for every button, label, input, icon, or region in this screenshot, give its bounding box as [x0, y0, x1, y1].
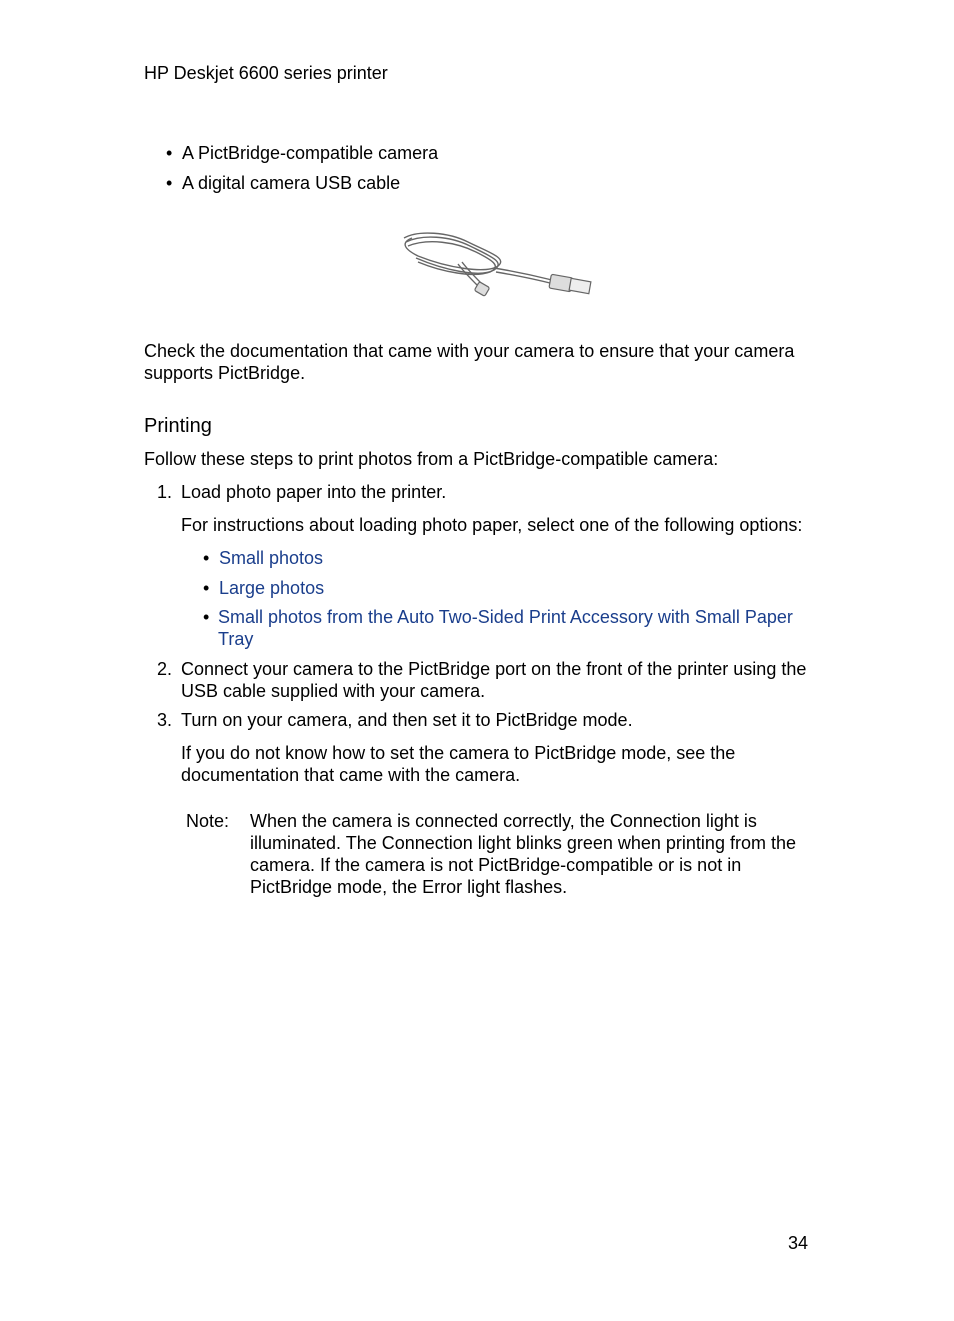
- step-number: 2.: [157, 659, 173, 679]
- compatibility-note: Check the documentation that came with your camera to ensure that your camera supports PictBridge.: [144, 341, 795, 383]
- link-item: [203, 606, 813, 650]
- note-label: Note:: [186, 811, 230, 831]
- bullet-icon: •: [203, 607, 210, 627]
- step-subtext: For instructions about loading photo paper, select one of the following options:: [181, 515, 803, 535]
- step-number: 3.: [157, 710, 173, 730]
- step-number: 1.: [157, 482, 173, 502]
- small-photos-link[interactable]: Small photos: [219, 548, 324, 568]
- link-item: [203, 577, 324, 599]
- list-item: • A PictBridge-compatible camera: [166, 143, 439, 163]
- step-text: Load photo paper into the printer.: [181, 482, 447, 502]
- bullet-icon: •: [166, 173, 173, 193]
- usb-cable-illustration: [398, 228, 594, 300]
- intro-paragraph: Follow these steps to print photos from a PictBridge-compatible camera:: [144, 449, 719, 469]
- list-item: • A digital camera USB cable: [166, 173, 401, 193]
- bullet-icon: •: [203, 578, 210, 598]
- running-header: HP Deskjet 6600 series printer: [144, 63, 388, 83]
- step-text: Connect your camera to the PictBridge port on the front of the printer using the USB cable supplied with your camera.: [181, 659, 807, 701]
- bullet-icon: •: [166, 143, 173, 163]
- step-text: Turn on your camera, and then set it to PictBridge mode.: [181, 710, 633, 730]
- page-number: 34: [788, 1233, 809, 1253]
- bullet-icon: •: [203, 548, 210, 568]
- large-photos-link[interactable]: Large photos: [219, 578, 325, 598]
- note-text: When the camera is connected correctly, the Connection light is illuminated. The Connection light blinks green when printing from the camera. If the camera is not PictBridge-compatible or is not in PictBridge mode, the Error light flashes.: [250, 811, 796, 897]
- step-subtext: If you do not know how to set the camera to PictBridge mode, see the documentation that came with the camera.: [181, 743, 736, 785]
- section-heading: Printing: [144, 415, 212, 437]
- link-item: [203, 547, 323, 569]
- auto-two-sided-small-photos-link[interactable]: Small photos from the Auto Two-Sided Print Accessory with Small Paper Tray: [218, 607, 793, 649]
